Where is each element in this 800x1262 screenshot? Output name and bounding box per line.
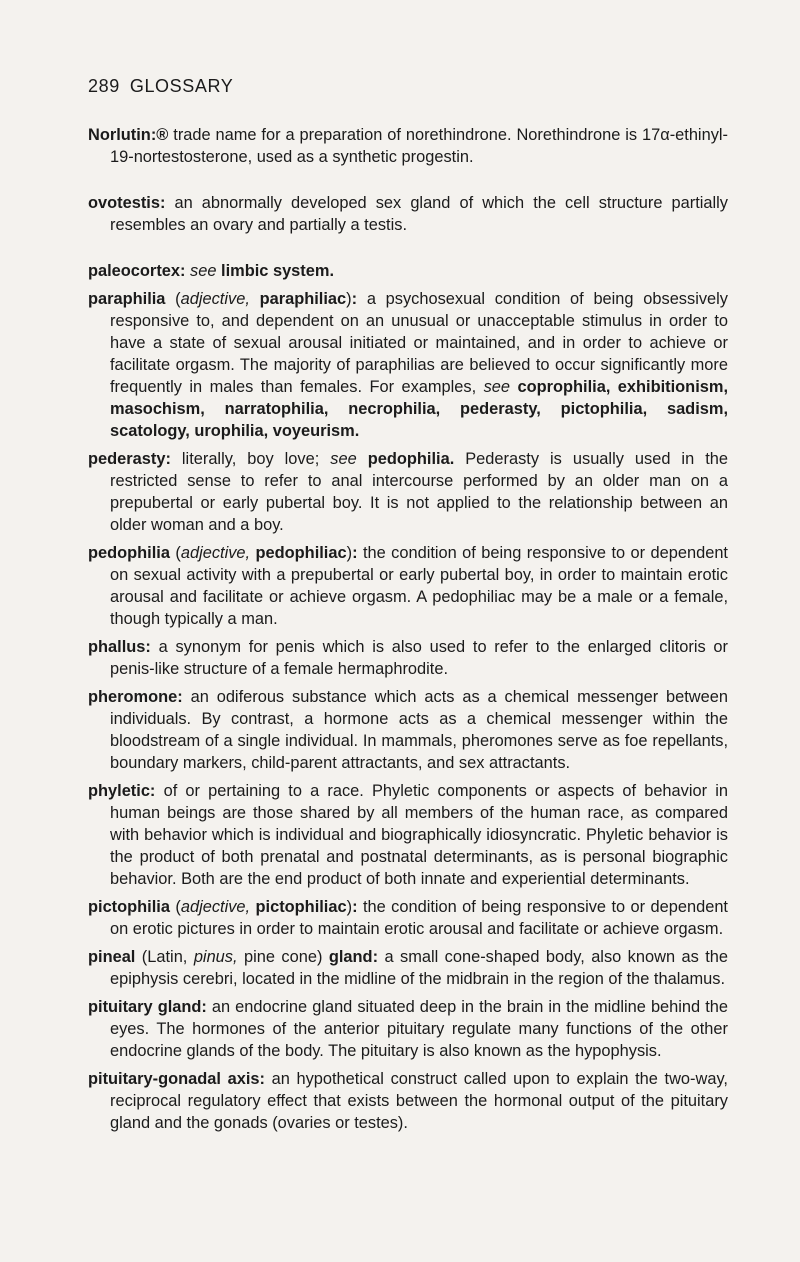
derived-form: pictophiliac bbox=[255, 898, 347, 916]
entry-phallus bbox=[88, 636, 728, 680]
derived-form: pedophiliac bbox=[255, 544, 347, 562]
term: pineal bbox=[88, 948, 136, 966]
term: phallus: bbox=[88, 638, 151, 656]
term: pedophilia bbox=[88, 544, 170, 562]
entry-paraphilia: paraphilia (adjective, paraphiliac): a psychosexual condition of being obsessively responsive to, and dependent on an unusual or unacceptable stimulus in order to have a state of sexual arousal initiated or maintained, and in order to achieve or facilitate orgasm. The majority of paraphilias are believed to occur significantly more frequently in males than females. For examples, see coprophilia, exhibitionism, masochism, narratophilia, necrophilia, pederasty, pictophilia, sadism, scatology, urophilia, voyeurism. bbox=[88, 290, 728, 440]
term: ovotestis: bbox=[88, 194, 166, 212]
entry-paleocortex bbox=[88, 260, 728, 282]
see-label: see bbox=[483, 378, 511, 396]
definition: of or pertaining to a race. Phyletic components or aspects of behavior in human beings are those shared by all members of the human race, as compared with behavior which is individual and biographically idiosyncratic. Phyletic behavior is the product of both prenatal and postnatal determinants, as is personal biographic behavior. Both are the end product of both innate and experiential determinants. bbox=[110, 782, 728, 888]
etymology-gloss: pine cone) bbox=[244, 948, 323, 966]
cross-reference: pedophilia. bbox=[367, 450, 455, 468]
see-label: see bbox=[190, 262, 217, 280]
term: pederasty: bbox=[88, 450, 171, 468]
part-of-speech: adjective, bbox=[180, 544, 251, 562]
term: phyletic: bbox=[88, 782, 156, 800]
part-of-speech: adjective, bbox=[180, 290, 250, 308]
see-label: see bbox=[330, 450, 357, 468]
definition: an endocrine gland situated deep in the brain in the midline behind the eyes. The hormones of the anterior pituitary regulate many functions of the other endocrine glands of the body. The pituitary is also known as the hypophysis. bbox=[110, 998, 728, 1060]
entry-pedophilia: pedophilia (adjective, pedophiliac): the condition of being responsive to or dependent on sexual activity with a prepubertal or early pubertal boy, in order to maintain erotic arousal and facilitate or achieve orgasm. A pedophiliac may be a male or a female, though typically a man. bbox=[88, 544, 728, 628]
section-title: GLOSSARY bbox=[129, 76, 234, 96]
entry-ovotestis bbox=[88, 192, 728, 236]
glossary-entries bbox=[88, 124, 728, 1140]
entry-pineal-gland: pineal (Latin, pinus, pine cone) gland: a small cone-shaped body, also known as the epiphysis cerebri, located in the midline of the midbrain in the region of the thalamus. bbox=[88, 948, 729, 988]
entry-pituitary-gonadal-axis bbox=[88, 1068, 728, 1134]
entry-norlutin bbox=[88, 124, 728, 168]
definition: trade name for a preparation of norethindrone. Norethindrone is 17α-ethinyl-19-nortestosterone, used as a synthetic progestin. bbox=[110, 126, 728, 166]
cross-reference: limbic system. bbox=[221, 262, 334, 280]
definition-continued: Pederasty is usually used in the restricted sense to refer to anal intercourse performed by an older man on a prepubertal or early pubertal boy. It is not applied to the relationship between an older woman and a boy. bbox=[110, 450, 728, 534]
etymology-word: pinus, bbox=[193, 948, 238, 966]
etymology-label: Latin, bbox=[147, 948, 188, 966]
term: pheromone: bbox=[88, 688, 183, 706]
term: pictophilia bbox=[88, 898, 170, 916]
running-head bbox=[88, 76, 233, 97]
definition: literally, boy love; bbox=[181, 450, 320, 468]
page-number: 289 bbox=[88, 76, 120, 96]
definition: an odiferous substance which acts as a chemical messenger between individuals. By contrast, a hormone acts as a chemical messenger within the bloodstream of a single individual. In mammals, pheromones serve as foe repellants, boundary markers, child-parent attractants, and sex attractants. bbox=[110, 688, 728, 772]
definition: the condition of being responsive to or dependent on erotic pictures in order to maintain erotic arousal and facilitate or achieve orgasm. bbox=[110, 898, 728, 938]
cross-references: coprophilia, exhibitionism, masochism, narratophilia, necrophilia, pederasty, pictophilia, sadism, scatology, urophilia, voyeurism. bbox=[110, 378, 728, 440]
definition: a small cone-shaped body, also known as the epiphysis cerebri, located in the midline of the midbrain in the region of the thalamus. bbox=[110, 948, 729, 988]
entry-pictophilia: pictophilia (adjective, pictophiliac): the condition of being responsive to or dependent on erotic pictures in order to maintain erotic arousal and facilitate or achieve orgasm. bbox=[88, 898, 728, 938]
entry-pituitary-gland bbox=[88, 996, 728, 1062]
part-of-speech: adjective, bbox=[180, 898, 251, 916]
entry-pederasty bbox=[88, 448, 728, 536]
definition: the condition of being responsive to or dependent on sexual activity with a prepubertal or early pubertal boy, in order to maintain erotic arousal and facilitate or achieve orgasm. A pedophiliac may be a male or a female, though typically a man. bbox=[110, 544, 728, 628]
term: paleocortex: bbox=[88, 262, 186, 280]
term-continued: gland: bbox=[328, 948, 379, 966]
definition: an hypothetical construct called upon to explain the two-way, reciprocal regulatory effect that exists between the hormonal output of the pituitary gland and the gonads (ovaries or testes). bbox=[110, 1070, 728, 1132]
definition: a synonym for penis which is also used to refer to the enlarged clitoris or penis-like structure of a female hermaphrodite. bbox=[110, 638, 728, 678]
derived-form: paraphiliac bbox=[259, 290, 347, 308]
definition: a psychosexual condition of being obsessively responsive to, and dependent on an unusual or unacceptable stimulus in order to have a state of sexual arousal initiated or maintained, and in order to achieve or facilitate orgasm. The majority of paraphilias are believed to occur significantly more frequently in males than females. For examples, bbox=[110, 290, 728, 396]
term: pituitary-gonadal axis: bbox=[88, 1070, 265, 1088]
entry-pheromone bbox=[88, 686, 728, 774]
definition: an abnormally developed sex gland of which the cell structure partially resembles an ovary and partially a testis. bbox=[110, 194, 729, 234]
entry-phyletic bbox=[88, 780, 728, 890]
term: pituitary gland: bbox=[88, 998, 207, 1016]
term: Norlutin:® bbox=[88, 126, 169, 144]
term: paraphilia bbox=[88, 290, 166, 308]
